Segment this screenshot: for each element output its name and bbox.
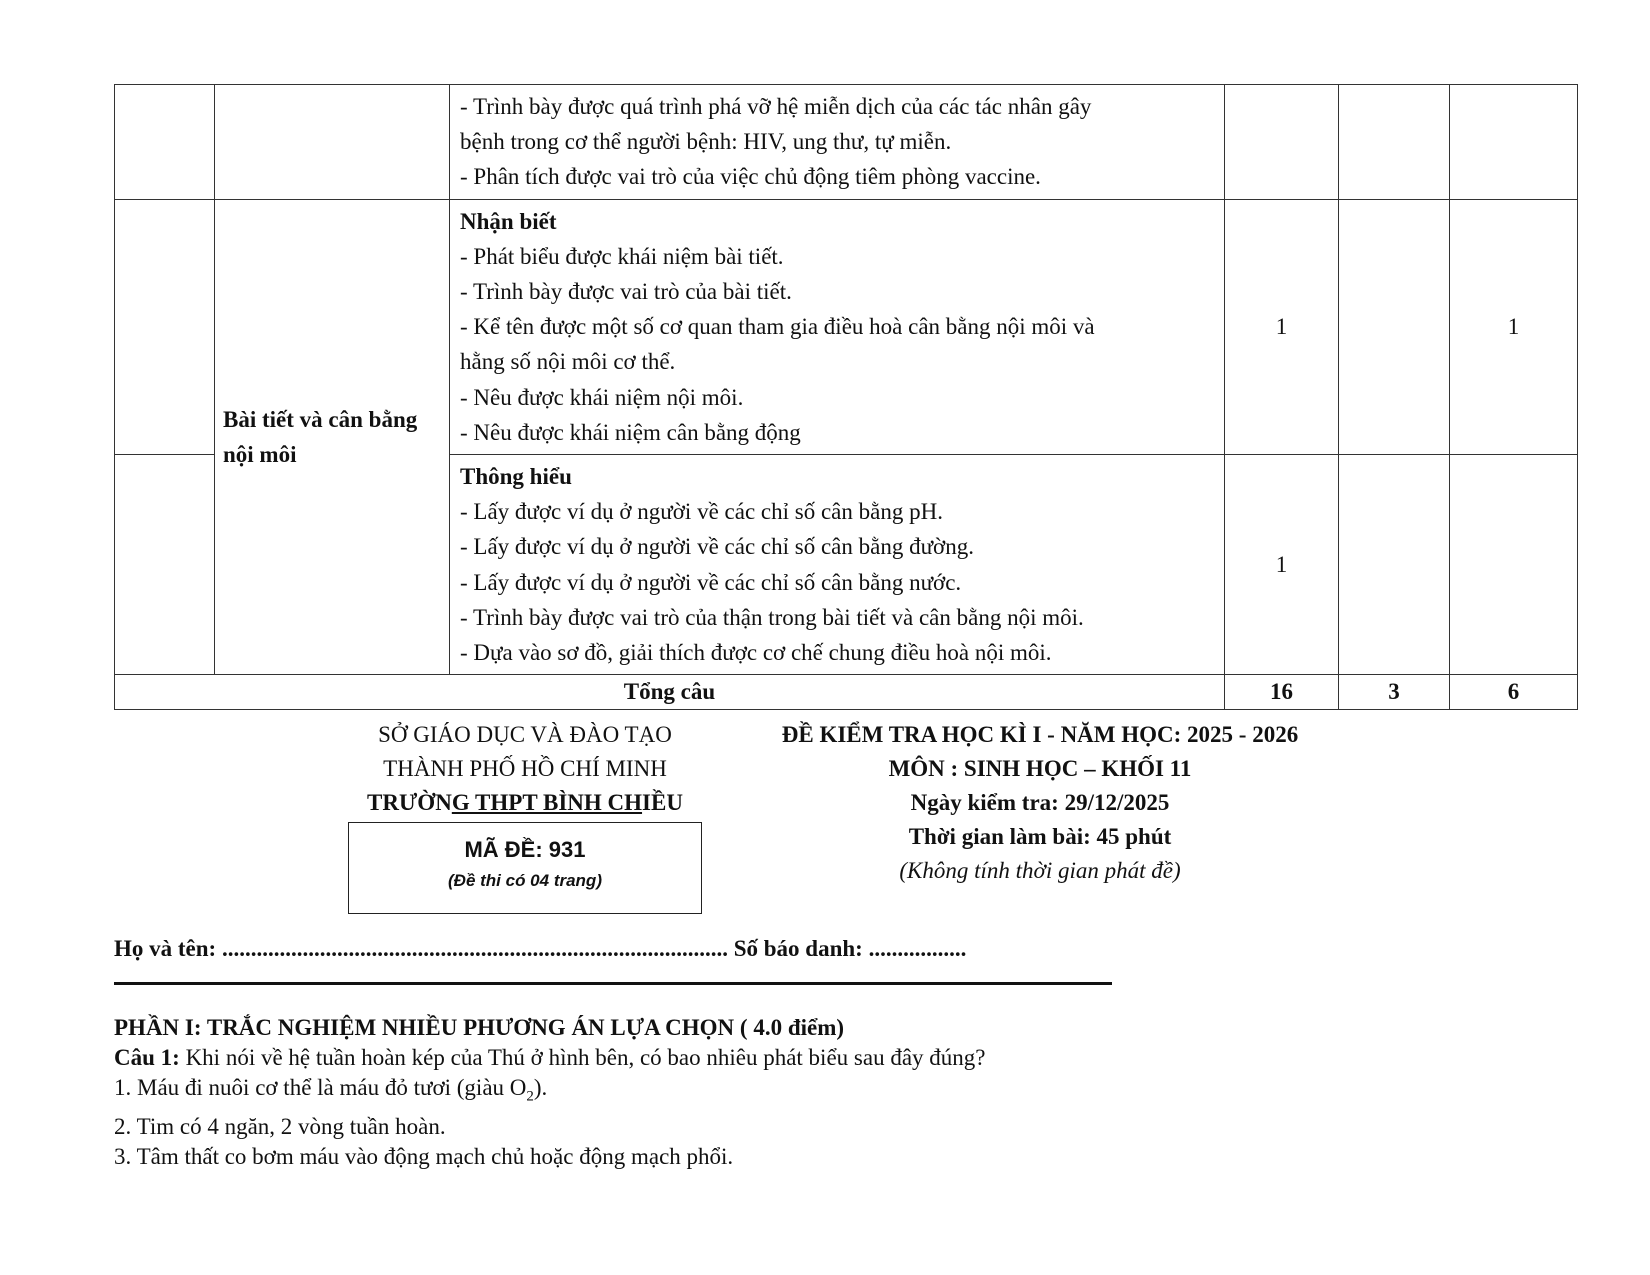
department-header	[340, 718, 710, 820]
total-label: Tổng câu	[115, 675, 1225, 710]
count-cell	[1450, 455, 1578, 675]
statement-2: 2. Tim có 4 ngăn, 2 vòng tuần hoàn.	[114, 1113, 446, 1139]
total-row	[115, 675, 1578, 710]
page-count: (Đề thi có 04 trang)	[448, 871, 602, 890]
total-value: 16	[1225, 675, 1339, 710]
statement-1: 1. Máu đi nuôi cơ thể là máu đỏ tươi (giàu $O_2$).	[114, 1075, 548, 1105]
requirement-cell: Nhận biết - Phát biểu được khái niệm bài tiết. - Trình bày được vai trò của bài tiết. - Kể tên được một số cơ quan tham gia điều hoà cân bằng nội môi và hằng số nội môi cơ thể. - Nêu được khái niệm nội môi. - Nêu được khái niệm cân bằng động	[450, 199, 1225, 454]
exam-header	[700, 718, 1380, 888]
specification-table	[114, 84, 1578, 710]
duration-note: (Không tính thời gian phát đề)	[899, 858, 1181, 883]
total-value: 3	[1339, 675, 1450, 710]
exam-duration: Thời gian làm bài: 45 phút	[908, 824, 1172, 849]
requirement-cell: - Trình bày được quá trình phá vỡ hệ miễn dịch của các tác nhân gây bệnh trong cơ thể người bệnh: HIV, ung thư, tự miễn. - Phân tích được vai trò của việc chủ động tiêm phòng vaccine.	[450, 85, 1225, 200]
empty-cell	[115, 199, 215, 454]
student-info-line: Họ và tên: ........................................................................................ Số báo danh: .................	[114, 936, 967, 961]
question-section	[114, 1013, 986, 1172]
school-name: TRƯỜNG THPT BÌNH CHIỀU	[367, 790, 683, 815]
statement-3: 3. Tâm thất co bơm máu vào động mạch chủ hoặc động mạch phổi.	[114, 1143, 734, 1169]
total-value: 6	[1450, 675, 1578, 710]
level-label: Nhận biết	[460, 208, 557, 234]
exam-date: Ngày kiểm tra: 29/12/2025	[910, 790, 1170, 815]
department-line: SỞ GIÁO DỤC VÀ ĐÀO TẠO	[378, 722, 672, 747]
empty-cell	[215, 85, 450, 200]
requirement-cell: Thông hiểu - Lấy được ví dụ ở người về các chỉ số cân bằng pH. - Lấy được ví dụ ở người về các chỉ số cân bằng đường. - Lấy được ví dụ ở người về các chỉ số cân bằng nước. - Trình bày được vai trò của thận trong bài tiết và cân bằng nội môi. - Dựa vào sơ đồ, giải thích được cơ chế chung điều hoà nội môi.	[450, 455, 1225, 675]
exam-code-box	[348, 822, 702, 914]
count-cell	[1339, 455, 1450, 675]
subject-line: MÔN : SINH HỌC – KHỐI 11	[888, 756, 1192, 781]
divider	[114, 982, 1112, 985]
count-cell: 1	[1225, 455, 1339, 675]
table-row	[115, 85, 1578, 200]
exam-code: MÃ ĐỀ: 931	[464, 837, 586, 862]
level-label: Thông hiểu	[460, 464, 572, 490]
section-title: PHẦN I: TRẮC NGHIỆM NHIỀU PHƯƠNG ÁN LỰA CHỌN ( 4.0 điểm)	[114, 1015, 845, 1040]
exam-title: ĐỀ KIỂM TRA HỌC KÌ I - NĂM HỌC: 2025 - 2026	[781, 722, 1299, 747]
question-1: Câu 1: Khi nói về hệ tuần hoàn kép của Thú ở hình bên, có bao nhiêu phát biểu sau đây đúng?	[114, 1045, 986, 1070]
count-cell	[1339, 199, 1450, 454]
empty-cell	[115, 455, 215, 675]
count-cell: 1	[1225, 199, 1339, 454]
topic-cell: Bài tiết và cân bằng nội môi	[215, 199, 450, 675]
count-cell: 1	[1450, 199, 1578, 454]
city-line: THÀNH PHỐ HỒ CHÍ MINH	[383, 756, 667, 781]
empty-cell	[115, 85, 215, 200]
table-row	[115, 199, 1578, 454]
